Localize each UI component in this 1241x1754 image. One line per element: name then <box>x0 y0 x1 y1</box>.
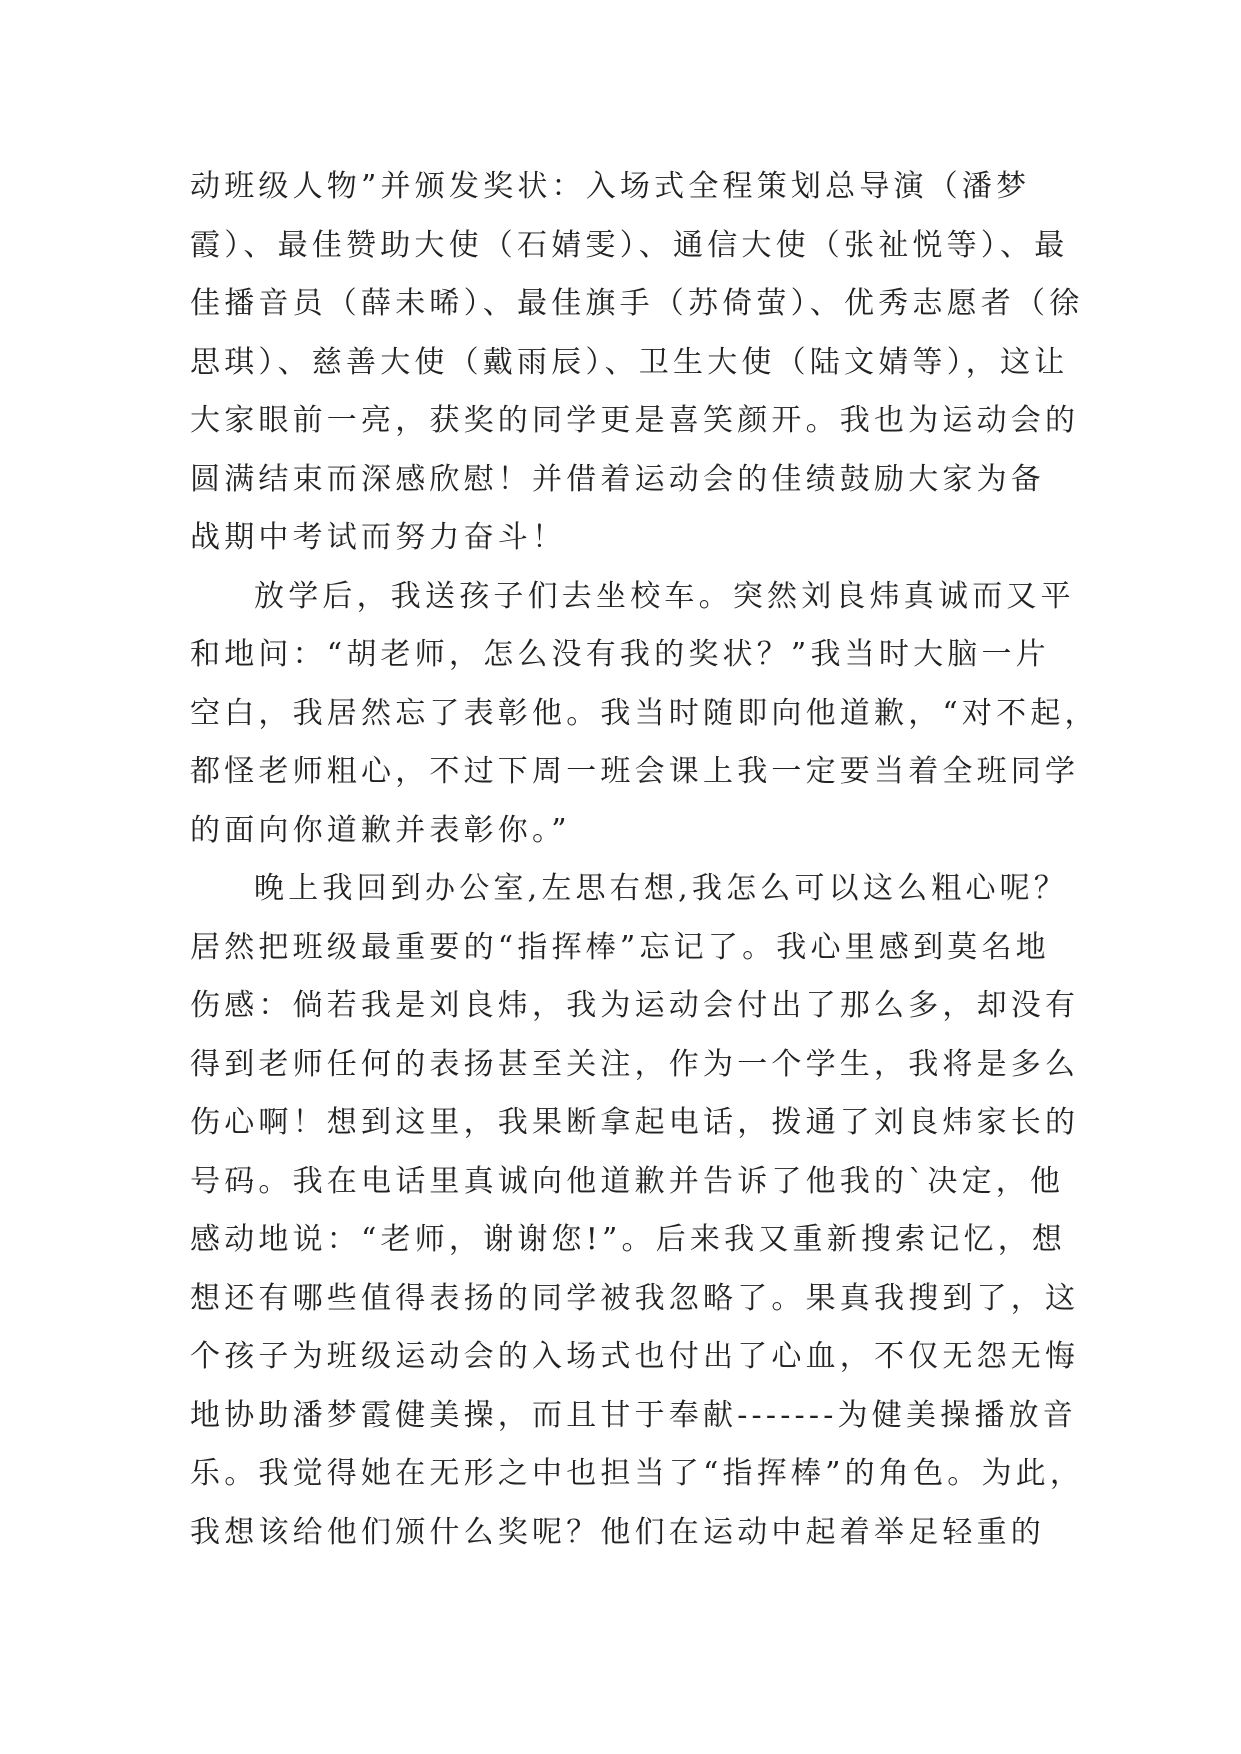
paragraph-start-line: 晚上我回到办公室,左思右想,我怎么可以这么粗心呢？ <box>254 871 1069 906</box>
text-line: 得到老师任何的表扬甚至关注，作为一个学生，我将是多么 <box>190 1046 1080 1082</box>
document-body <box>190 158 1099 1562</box>
text-line: 乐。我觉得她在无形之中也担当了“指挥棒”的角色。为此， <box>190 1456 1085 1491</box>
text-line: 霞）、最佳赞助大使（石婧雯）、通信大使（张祉悦等）、最 <box>190 227 1069 263</box>
text-line: 号码。我在电话里真诚向他道歉并告诉了他我的`决定，他 <box>190 1163 1065 1199</box>
text-line: 我想该给他们颁什么奖呢？他们在运动中起着举足轻重的 <box>190 1514 1045 1550</box>
text-line: 都怪老师粗心，不过下周一班会课上我一定要当着全班同学 <box>190 754 1080 789</box>
paragraph-start-line: 放学后，我送孩子们去坐校车。突然刘良炜真诚而又平 <box>254 578 1075 614</box>
text-line: 居然把班级最重要的“指挥棒”忘记了。我心里感到莫名地 <box>190 929 1050 965</box>
text-line: 空白，我居然忘了表彰他。我当时随即向他道歉，“对不起， <box>190 695 1099 731</box>
text-line: 和地问：“胡老师，怎么没有我的奖状？”我当时大脑一片 <box>190 637 1050 672</box>
text-line: 思琪）、慈善大使（戴雨辰）、卫生大使（陆文婧等），这让 <box>190 344 1069 380</box>
text-line: 想还有哪些值得表扬的同学被我忽略了。果真我搜到了，这 <box>190 1280 1080 1316</box>
text-line: 伤心啊！想到这里，我果断拿起电话，拨通了刘良炜家长的 <box>190 1105 1080 1140</box>
text-line: 佳播音员（薛未晞）、最佳旗手（苏倚萤）、优秀志愿者（徐 <box>190 286 1084 321</box>
text-line: 个孩子为班级运动会的入场式也付出了心血，不仅无怨无悔 <box>190 1339 1080 1374</box>
text-line: 的面向你道歉并表彰你。” <box>190 812 571 848</box>
text-line: 伤感：倘若我是刘良炜，我为运动会付出了那么多，却没有 <box>190 988 1080 1023</box>
text-line: 感动地说：“老师，谢谢您!”。后来我又重新搜索记忆，想 <box>190 1222 1067 1257</box>
text-line: 圆满结束而深感欣慰！并借着运动会的佳绩鼓励大家为备 <box>190 461 1045 497</box>
text-line: 地协助潘梦霞健美操，而且甘于奉献-------为健美操播放音 <box>190 1397 1077 1433</box>
text-line: 动班级人物”并颁发奖状：入场式全程策划总导演（潘梦 <box>190 169 1031 204</box>
text-line: 大家眼前一亮，获奖的同学更是喜笑颜开。我也为运动会的 <box>190 403 1080 438</box>
text-line: 战期中考试而努力奋斗！ <box>190 520 567 555</box>
